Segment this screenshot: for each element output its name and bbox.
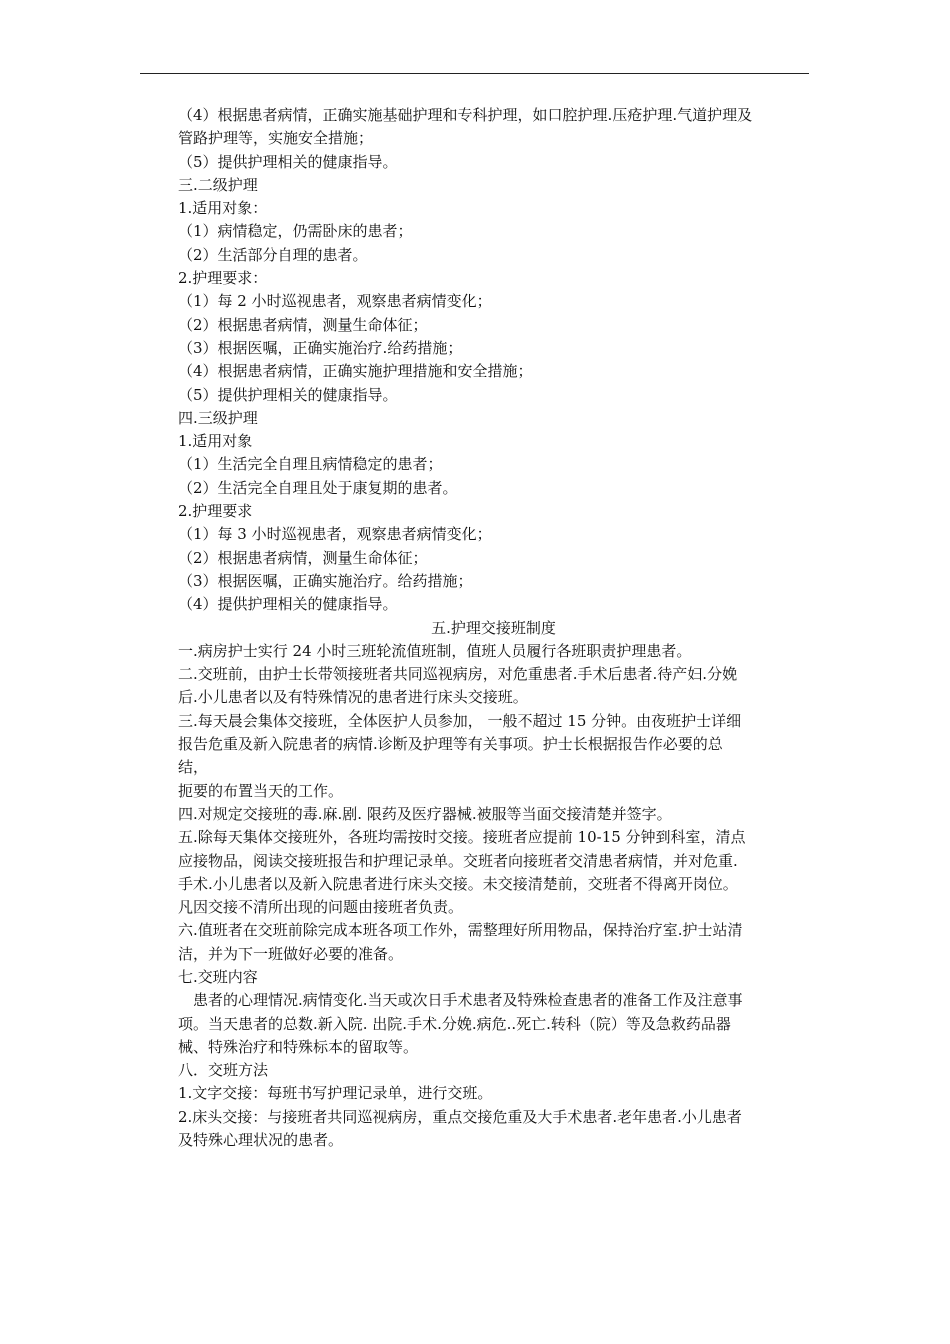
text-line: （2）生活部分自理的患者。 bbox=[178, 245, 368, 264]
text-line: （1）生活完全自理且病情稳定的患者； bbox=[178, 455, 443, 474]
text-line: 管路护理等，实施安全措施； bbox=[178, 129, 374, 148]
text-line: 结， bbox=[178, 758, 209, 777]
text-line: 洁，并为下一班做好必要的准备。 bbox=[178, 944, 404, 963]
text-line: （2）生活完全自理且处于康复期的患者。 bbox=[178, 478, 458, 497]
text-line: 凡因交接不清所出现的问题由接班者负责。 bbox=[178, 898, 464, 917]
text-line: 1.适用对象： bbox=[178, 199, 268, 218]
text-line: 项。当天患者的总数.新入院. 出院.手术.分娩.病危..死亡.转科（院）等及急救药品器 bbox=[178, 1014, 731, 1033]
text-line: 1.适用对象 bbox=[178, 432, 253, 451]
text-line: （1）每 2 小时巡视患者，观察患者病情变化； bbox=[178, 292, 492, 311]
text-line: 三.二级护理 bbox=[178, 175, 258, 194]
document-body bbox=[178, 104, 809, 1152]
text-line: 四.对规定交接班的毒.麻.剧. 限药及医疗器械.被服等当面交接清楚并签字。 bbox=[178, 804, 672, 823]
text-line: 一.病房护士实行 24 小时三班轮流值班制，值班人员履行各班职责护理患者。 bbox=[178, 641, 692, 660]
text-line: （2）根据患者病情，测量生命体征； bbox=[178, 548, 428, 567]
text-line: 2.床头交接：与接班者共同巡视病房，重点交接危重及大手术患者.老年患者.小儿患者 bbox=[178, 1107, 742, 1126]
text-line: （4）提供护理相关的健康指导。 bbox=[178, 595, 398, 614]
text-line: 报告危重及新入院患者的病情.诊断及护理等有关事项。护士长根据报告作必要的总 bbox=[178, 735, 723, 754]
text-line: （4）根据患者病情，正确实施基础护理和专科护理，如口腔护理.压疮护理.气道护理及 bbox=[178, 106, 753, 124]
text-line: 1.文字交接：每班书写护理记录单，进行交班。 bbox=[178, 1084, 493, 1103]
header-rule bbox=[140, 73, 809, 74]
text-line: 六.值班者在交班前除完成本班各项工作外，需整理好所用物品，保持治疗室.护士站清 bbox=[178, 921, 743, 940]
text-line: 二.交班前，由护士长带领接班者共同巡视病房，对危重患者.手术后患者.待产妇.分娩 bbox=[178, 665, 738, 684]
text-line: 2.护理要求 bbox=[178, 502, 253, 521]
text-line: （3）根据医嘱，正确实施治疗。给药措施； bbox=[178, 571, 473, 590]
text-line: 七.交班内容 bbox=[178, 967, 258, 986]
text-line: （4）根据患者病情，正确实施护理措施和安全措施； bbox=[178, 362, 533, 381]
text-line: 应接物品，阅读交接班报告和护理记录单。交班者向接班者交清患者病情，并对危重. bbox=[178, 851, 738, 870]
section-heading: 五.护理交接班制度 bbox=[431, 618, 556, 637]
text-line: 患者的心理情况.病情变化.当天或次日手术患者及特殊检查患者的准备工作及注意事 bbox=[178, 991, 743, 1010]
text-line: 手术.小儿患者以及新入院患者进行床头交接。未交接清楚前，交班者不得离开岗位。 bbox=[178, 874, 738, 893]
text-line: 2.护理要求： bbox=[178, 269, 268, 288]
text-line: 后.小儿患者以及有特殊情况的患者进行床头交接班。 bbox=[178, 688, 528, 707]
text-line: （5）提供护理相关的健康指导。 bbox=[178, 152, 398, 171]
text-line: （2）根据患者病情，测量生命体征； bbox=[178, 315, 428, 334]
text-line: 八．交班方法 bbox=[178, 1061, 269, 1080]
text-line: 五.除每天集体交接班外，各班均需按时交接。接班者应提前 10-15 分钟到科室，清点 bbox=[178, 828, 746, 847]
text-line: （1）每 3 小时巡视患者，观察患者病情变化； bbox=[178, 525, 492, 544]
text-line: 扼要的布置当天的工作。 bbox=[178, 781, 344, 800]
text-line: 四.三级护理 bbox=[178, 408, 258, 427]
text-line: （3）根据医嘱，正确实施治疗.给药措施； bbox=[178, 338, 463, 357]
text-line: 三.每天晨会集体交接班，全体医护人员参加， 一般不超过 15 分钟。由夜班护士详细 bbox=[178, 711, 742, 730]
text-line: 械、特殊治疗和特殊标本的留取等。 bbox=[178, 1037, 419, 1056]
text-line: （1）病情稳定，仍需卧床的患者； bbox=[178, 222, 413, 241]
text-line: （5）提供护理相关的健康指导。 bbox=[178, 385, 398, 404]
text-line: 及特殊心理状况的患者。 bbox=[178, 1131, 344, 1150]
